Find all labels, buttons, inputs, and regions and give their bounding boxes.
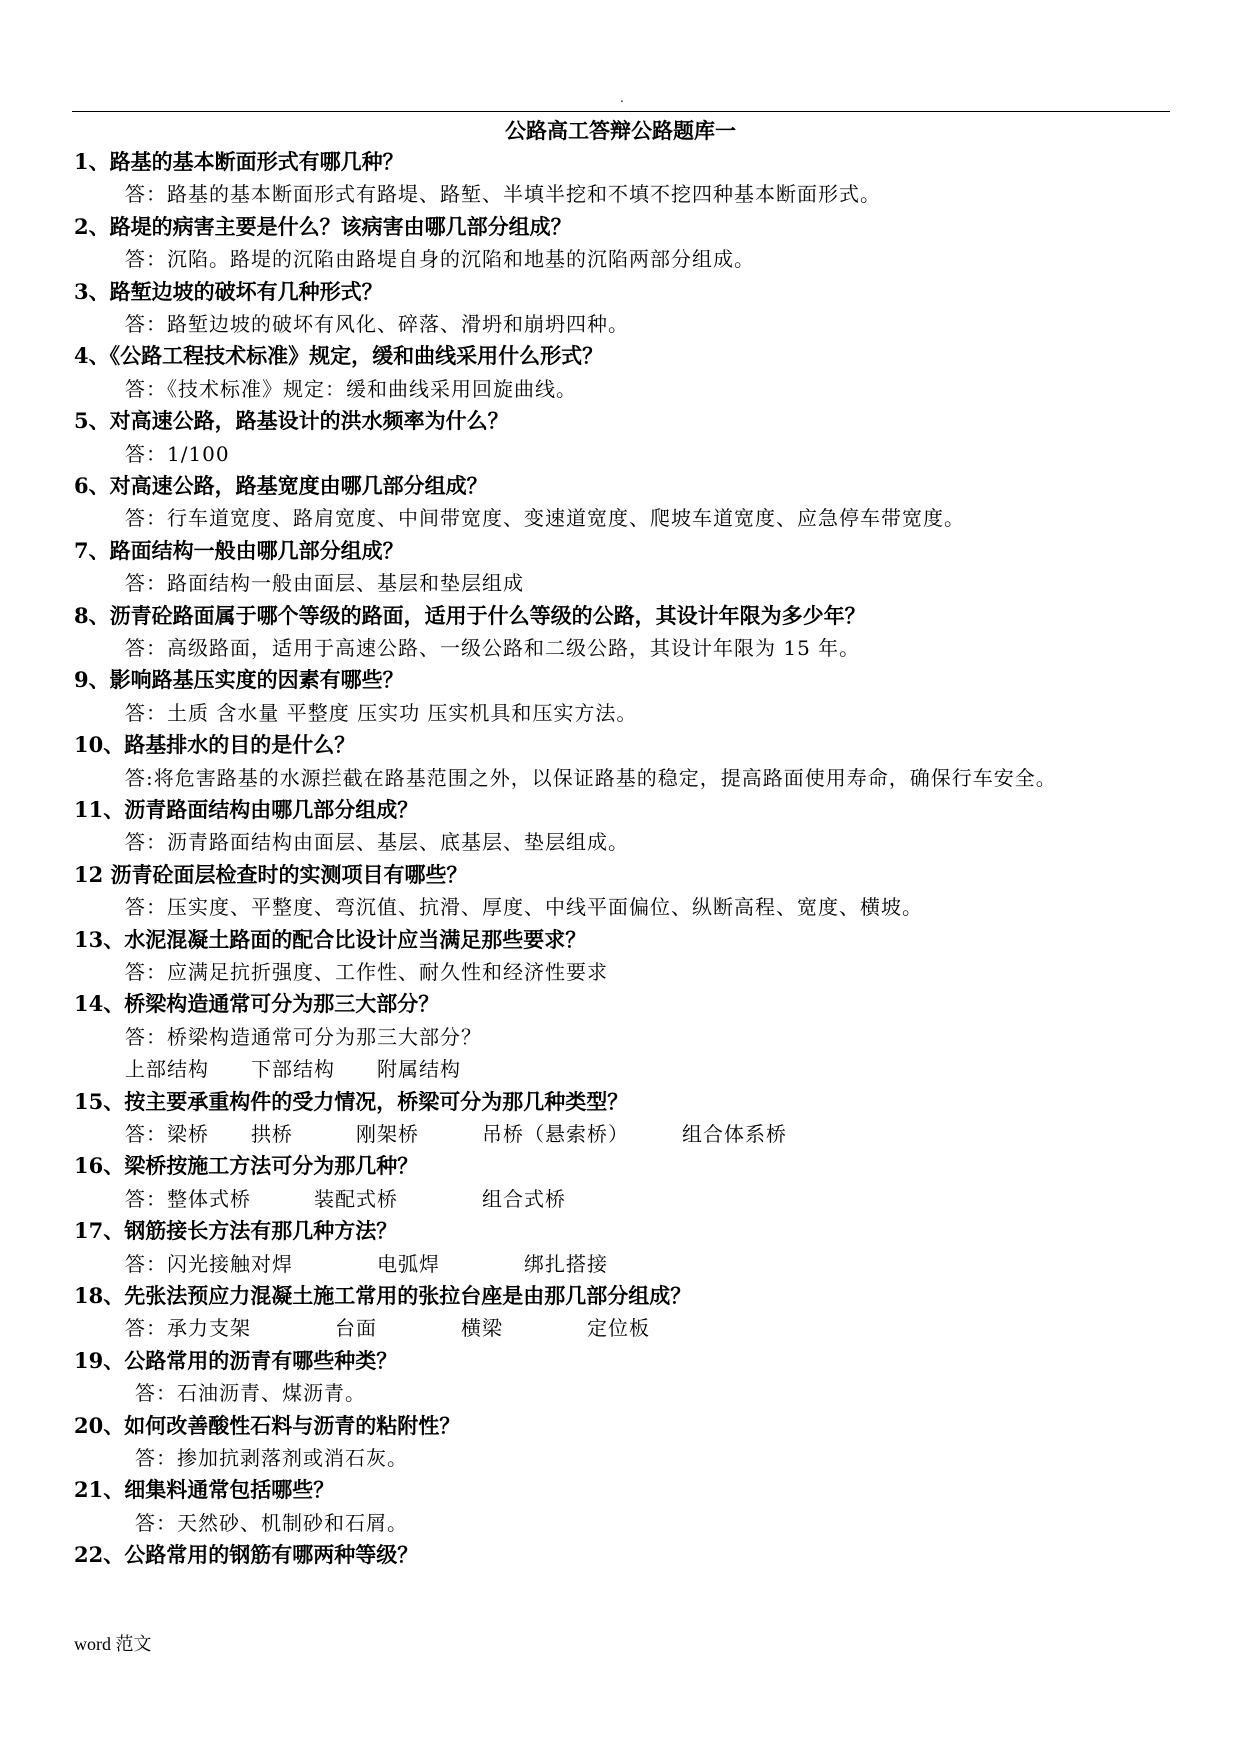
question-6: 6、对高速公路，路基宽度由哪几部分组成？: [74, 472, 488, 498]
question-12: 12 沥青砼面层检查时的实测项目有哪些？: [74, 861, 468, 887]
document-title: 公路高工答辩公路题库一: [505, 118, 736, 143]
question-5: 5、对高速公路，路基设计的洪水频率为什么？: [74, 408, 509, 434]
answer-16: 答：整体式桥 装配式桥 组合式桥: [125, 1186, 566, 1211]
question-1: 1、路基的基本断面形式有哪几种？: [74, 149, 404, 174]
question-9: 9、影响路基压实度的因素有哪些？: [74, 667, 404, 693]
question-15: 15、按主要承重构件的受力情况，桥梁可分为那几种类型？: [74, 1088, 629, 1114]
question-18: 18、先张法预应力混凝土施工常用的张拉台座是由那几部分组成？: [74, 1282, 692, 1308]
answer-19: 答：石油沥青、煤沥青。: [135, 1381, 366, 1406]
answer-6: 答：行车道宽度、路肩宽度、中间带宽度、变速道宽度、爬坡车道宽度、应急停车带宽度。: [125, 506, 965, 531]
question-16: 16、梁桥按施工方法可分为那几种？: [74, 1153, 419, 1179]
qa-list: [74, 146, 1174, 1572]
question-2: 2、路堤的病害主要是什么？该病害由哪几部分组成？: [74, 213, 572, 239]
answer-17: 答：闪光接触对焊 电弧焊 绑扎搭接: [125, 1251, 608, 1276]
answer-2: 答：沉陷。路堤的沉陷由路堤自身的沉陷和地基的沉陷两部分组成。: [125, 247, 755, 272]
question-7: 7、路面结构一般由哪几部分组成？: [74, 537, 404, 563]
answer-8: 答：高级路面，适用于高速公路、一级公路和二级公路，其设计年限为 15 年。: [125, 635, 861, 660]
header-dot: .: [620, 91, 624, 105]
question-10: 10、路基排水的目的是什么？: [74, 732, 356, 758]
answer-12: 答：压实度、平整度、弯沉值、抗滑、厚度、中线平面偏位、纵断高程、宽度、横坡。: [125, 895, 923, 920]
answer-14: 答：桥梁构造通常可分为那三大部分？: [125, 1024, 482, 1049]
answer-14-parts: 上部结构 下部结构 附属结构: [125, 1057, 461, 1082]
question-13: 13、水泥混凝土路面的配合比设计应当满足那些要求？: [74, 926, 587, 952]
question-19: 19、公路常用的沥青有哪些种类？: [74, 1347, 398, 1373]
question-4: 4、《公路工程技术标准》规定，缓和曲线采用什么形式？: [74, 343, 604, 369]
answer-10: 答:将危害路基的水源拦截在路基范围之外，以保证路基的稳定，提高路面使用寿命，确保行车安全。: [125, 765, 1057, 790]
question-14: 14、桥梁构造通常可分为那三大部分？: [74, 991, 440, 1017]
answer-21: 答：天然砂、机制砂和石屑。: [135, 1510, 408, 1535]
answer-13: 答：应满足抗折强度、工作性、耐久性和经济性要求: [125, 959, 608, 984]
question-3: 3、路堑边坡的破坏有几种形式？: [74, 278, 383, 304]
question-21: 21、细集料通常包括哪些？: [74, 1477, 335, 1503]
answer-11: 答：沥青路面结构由面层、基层、底基层、垫层组成。: [125, 830, 629, 855]
question-8: 8、沥青砼路面属于哪个等级的路面，适用于什么等级的公路，其设计年限为多少年？: [74, 602, 866, 628]
question-11: 11、沥青路面结构由哪几部分组成？: [74, 796, 419, 822]
question-20: 20、如何改善酸性石料与沥青的粘附性？: [74, 1412, 461, 1438]
answer-20: 答：掺加抗剥落剂或消石灰。: [135, 1445, 408, 1470]
footer-text: word 范文: [74, 1634, 152, 1654]
answer-15: 答：梁桥 拱桥 刚架桥 吊桥（悬索桥） 组合体系桥: [125, 1121, 787, 1146]
answer-5: 答：1/100: [125, 441, 230, 466]
answer-4: 答：《技术标准》规定：缓和曲线采用回旋曲线。: [125, 376, 577, 401]
answer-1: 答：路基的基本断面形式有路堤、路堑、半填半挖和不填不挖四种基本断面形式。: [125, 182, 881, 207]
answer-9: 答：土质 含水量 平整度 压实功 压实机具和压实方法。: [125, 700, 638, 725]
answer-7: 答：路面结构一般由面层、基层和垫层组成: [125, 571, 524, 596]
header-rule: [72, 111, 1170, 112]
question-22: 22、公路常用的钢筋有哪两种等级？: [74, 1542, 419, 1568]
question-17: 17、钢筋接长方法有那几种方法？: [74, 1218, 398, 1244]
answer-3: 答：路堑边坡的破坏有风化、碎落、滑坍和崩坍四种。: [125, 311, 629, 336]
answer-18: 答：承力支架 台面 横梁 定位板: [125, 1316, 650, 1341]
